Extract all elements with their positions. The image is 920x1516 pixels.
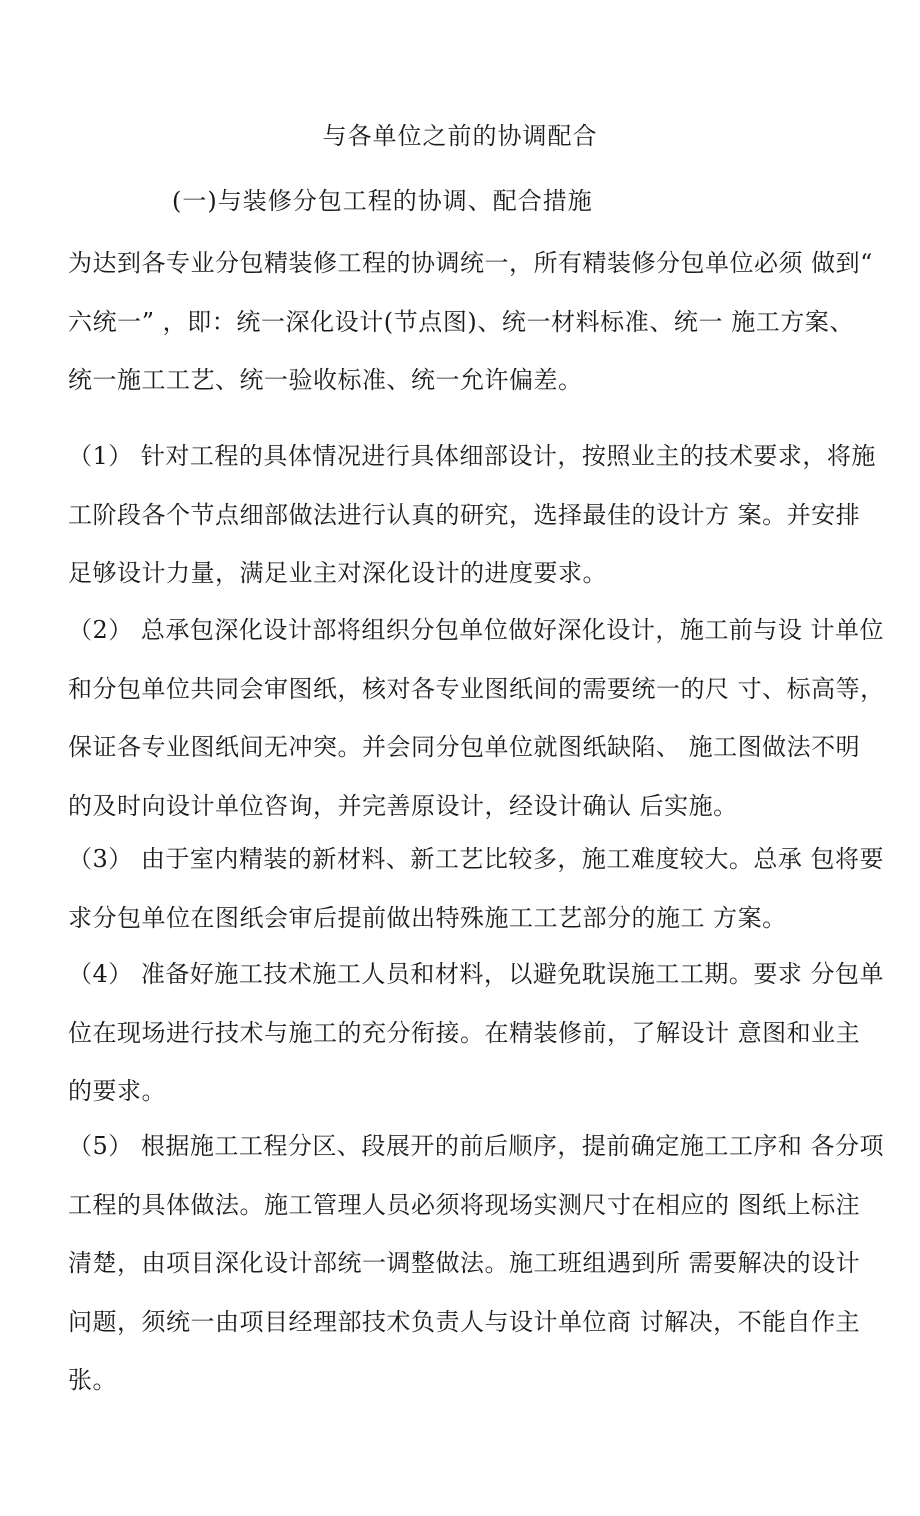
paragraph-item-2 xyxy=(68,601,885,835)
paragraph-line: 保证各专业图纸间无冲突。并会同分包单位就图纸缺陷、 施工图做法不明 xyxy=(68,733,861,761)
paragraph-line: 足够设计力量，满足业主对深化设计的进度要求。 xyxy=(68,559,607,587)
paragraph-line: 统一施工工艺、统一验收标准、统一允许偏差。 xyxy=(68,366,583,394)
paragraph-line: 问题，须统一由项目经理部技术负责人与设计单位商 讨解决，不能自作主 xyxy=(68,1307,861,1336)
paragraph-line: （4） 准备好施工技术施工人员和材料，以避免耽误施工工期。要求 分包单 xyxy=(68,960,885,988)
paragraph-item-3 xyxy=(68,830,885,947)
paragraph-line: 清楚，由项目深化设计部统一调整做法。施工班组遇到所 需要解决的设计 xyxy=(68,1249,861,1277)
paragraph-line: （1） 针对工程的具体情况进行具体细部设计，按照业主的技术要求，将施 xyxy=(68,442,876,470)
paragraph-line: （5） 根据施工工程分区、段展开的前后顺序，提前确定施工工序和 各分项 xyxy=(68,1132,885,1160)
document-title: 与各单位之前的协调配合 xyxy=(322,122,598,150)
paragraph-line: 求分包单位在图纸会审后提前做出特殊施工工艺部分的施工 方案。 xyxy=(68,903,787,932)
paragraph-line: 为达到各专业分包精装修工程的协调统一，所有精装修分包单位必须 做到“ xyxy=(68,249,873,277)
paragraph-line: 六统一” ，即：统一深化设计(节点图)、统一材料标准、统一 施工方案、 xyxy=(68,307,854,336)
document-subtitle: (一)与装修分包工程的协调、配合措施 xyxy=(172,187,593,215)
paragraph-line: 张。 xyxy=(68,1366,117,1394)
paragraph-item-1 xyxy=(68,427,876,603)
paragraph-item-5 xyxy=(68,1117,885,1410)
paragraph-intro xyxy=(68,234,873,410)
paragraph-line: 位在现场进行技术与施工的充分衔接。在精装修前，了解设计 意图和业主 xyxy=(68,1018,861,1047)
paragraph-line: 的要求。 xyxy=(68,1077,166,1105)
paragraph-line: 的及时向设计单位咨询，并完善原设计，经设计确认 后实施。 xyxy=(68,791,738,820)
paragraph-line: （3） 由于室内精装的新材料、新工艺比较多，施工难度较大。总承 包将要 xyxy=(68,845,885,873)
paragraph-line: 工程的具体做法。施工管理人员必须将现场实测尺寸在相应的 图纸上标注 xyxy=(68,1190,861,1219)
paragraph-line: 和分包单位共同会审图纸，核对各专业图纸间的需要统一的尺 寸、标高等， xyxy=(68,674,885,703)
paragraph-item-4 xyxy=(68,945,885,1121)
paragraph-line: （2） 总承包深化设计部将组织分包单位做好深化设计，施工前与设 计单位 xyxy=(68,616,885,644)
paragraph-line: 工阶段各个节点细部做法进行认真的研究，选择最佳的设计方 案。并安排 xyxy=(68,500,861,529)
